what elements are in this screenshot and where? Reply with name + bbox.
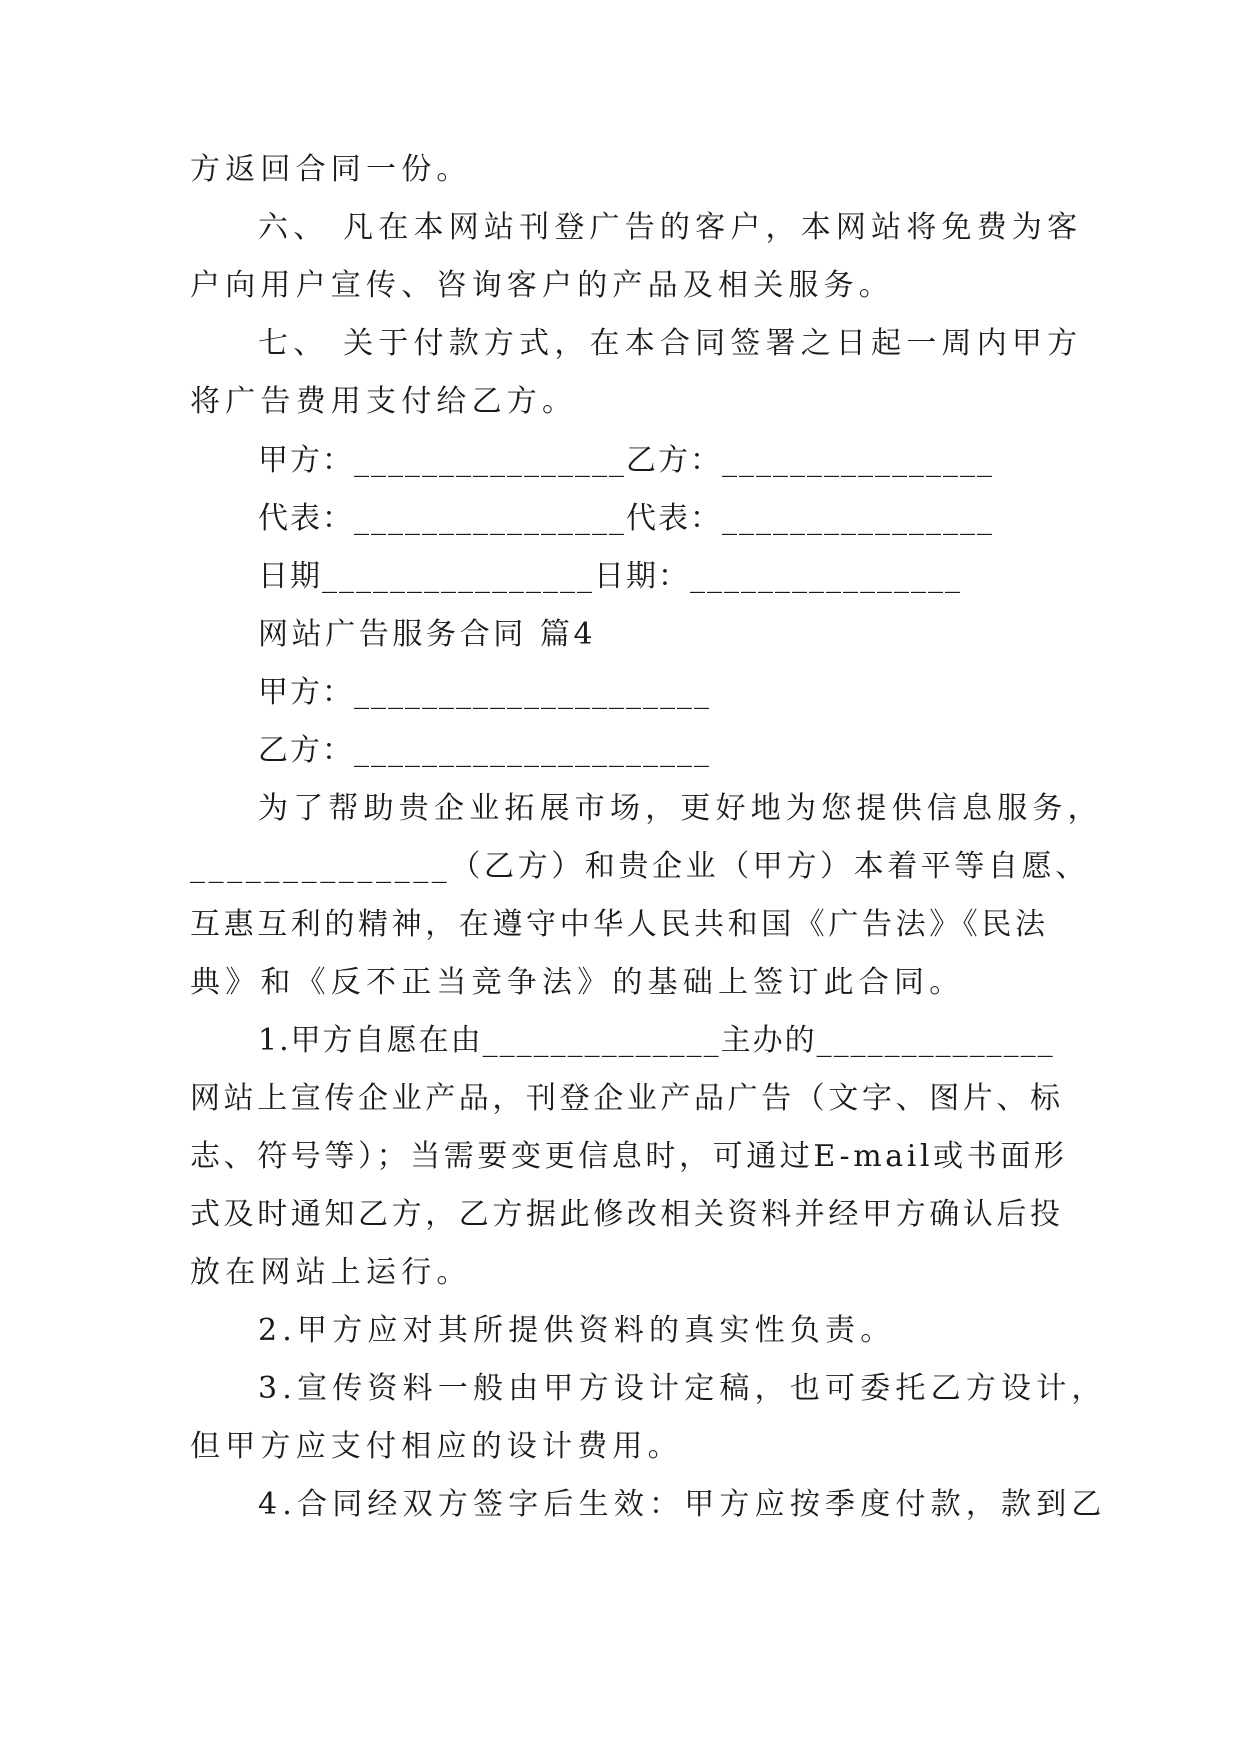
party-a-field: 甲方：_____________________ [258, 675, 711, 710]
intro-paragraph-line: ______________（乙方）和贵企业（甲方）本着平等自愿、 [190, 849, 1089, 884]
text-line: 网站上宣传企业产品，刊登企业产品广告（文字、图片、标 [190, 1081, 1064, 1116]
clause-three: 3.宣传资料一般由甲方设计定稿，也可委托乙方设计， [258, 1371, 1107, 1406]
text-line: 式及时通知乙方，乙方据此修改相关资料并经甲方确认后投 [190, 1197, 1064, 1232]
clause-four: 4.合同经双方签字后生效：甲方应按季度付款，款到乙 [258, 1487, 1107, 1522]
clause-one: 1.甲方自愿在由______________主办的______________ [258, 1023, 1055, 1058]
intro-paragraph-line: 为了帮助贵企业拓展市场，更好地为您提供信息服务， [258, 791, 1103, 826]
intro-paragraph-line: 互惠互利的精神，在遵守中华人民共和国《广告法》《民法 [190, 907, 1049, 942]
intro-paragraph-line: 典》和《反不正当竞争法》的基础上签订此合同。 [190, 965, 965, 1000]
text-line: 放在网站上运行。 [190, 1255, 472, 1290]
clause-seven: 七、 关于付款方式，在本合同签署之日起一周内甲方 [258, 326, 1083, 361]
clause-six: 六、 凡在本网站刊登广告的客户，本网站将免费为客 [258, 210, 1083, 245]
text-line: 但甲方应支付相应的设计费用。 [190, 1429, 683, 1464]
date-signature-line: 日期________________日期：________________ [258, 559, 962, 594]
clause-two: 2.甲方应对其所提供资料的真实性负责。 [258, 1313, 896, 1348]
representative-signature-line: 代表：________________代表：________________ [258, 501, 994, 536]
party-b-field: 乙方：_____________________ [258, 733, 711, 768]
text-line: 户向用户宣传、咨询客户的产品及相关服务。 [190, 268, 894, 303]
text-line: 志、符号等）；当需要变更信息时，可通过E-mail或书面形 [190, 1139, 1068, 1174]
party-signature-line: 甲方：________________乙方：________________ [258, 443, 994, 478]
text-line: 方返回合同一份。 [190, 152, 472, 187]
text-line: 将广告费用支付给乙方。 [190, 384, 578, 419]
section-heading: 网站广告服务合同 篇4 [258, 617, 597, 652]
